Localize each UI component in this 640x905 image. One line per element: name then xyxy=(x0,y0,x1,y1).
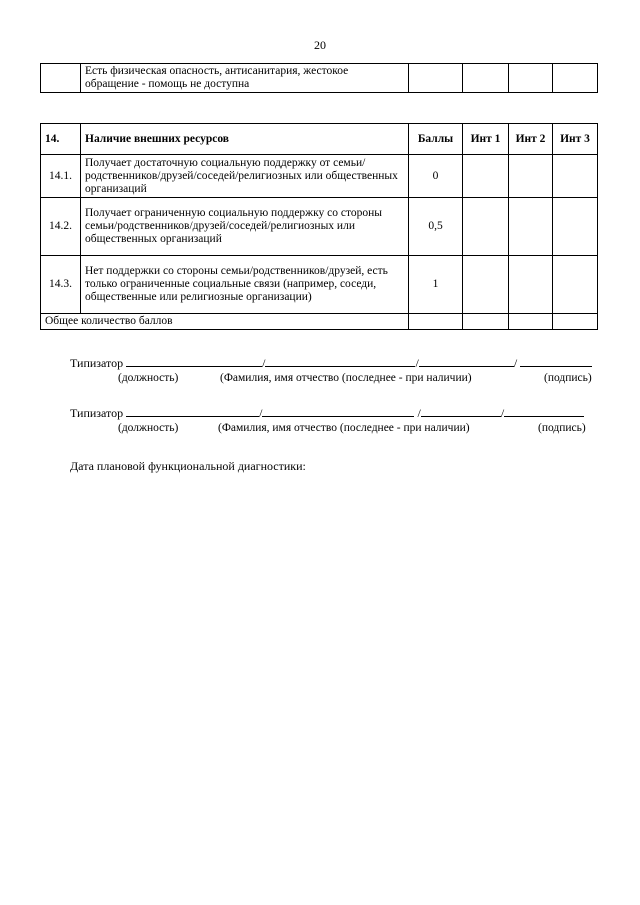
position-field[interactable] xyxy=(126,405,259,417)
int3-cell xyxy=(553,64,598,93)
name-caption: (Фамилия, имя отчество (последнее - при наличии) xyxy=(218,422,470,434)
row-id: 14.1. xyxy=(41,155,81,198)
row-text-cell: Есть физическая опасность, антисанитария, жестокое обращение - помощь не доступна xyxy=(81,64,409,93)
signature-label: Типизатор xyxy=(70,406,124,420)
int1-cell xyxy=(463,256,509,314)
name-field[interactable] xyxy=(265,355,415,367)
int3-cell xyxy=(553,155,598,198)
position-caption: (должность) xyxy=(118,422,179,434)
int2-cell xyxy=(509,64,553,93)
table-header-row xyxy=(41,124,598,155)
table-row xyxy=(41,155,598,198)
sign-caption: (подпись) xyxy=(544,372,592,384)
int3-header: Инт 3 xyxy=(553,124,598,155)
row-id: 14.2. xyxy=(41,198,81,256)
int1-cell xyxy=(463,64,509,93)
score-header: Баллы xyxy=(409,124,463,155)
int3-cell xyxy=(553,256,598,314)
row-text: Получает достаточную социальную поддержку от семьи/родственников/друзей/соседей/религиозных или общественных организаций xyxy=(81,155,409,198)
int1-cell xyxy=(463,155,509,198)
external-resources-table xyxy=(40,123,598,330)
row-score: 0 xyxy=(409,155,463,198)
score-cell xyxy=(409,64,463,93)
row-text: Нет поддержки со стороны семьи/родственников/друзей, есть только ограниченные социальные связи (например, соседи, общественные или религиозные организации) xyxy=(81,256,409,314)
top-continuation-table xyxy=(40,63,598,93)
int3-cell xyxy=(553,314,598,330)
int2-cell xyxy=(509,198,553,256)
total-score-cell xyxy=(409,314,463,330)
position-field[interactable] xyxy=(126,355,262,367)
int1-cell xyxy=(463,198,509,256)
position-caption: (должность) xyxy=(118,372,179,384)
sign-caption: (подпись) xyxy=(538,422,586,434)
int1-cell xyxy=(463,314,509,330)
row-score: 0,5 xyxy=(409,198,463,256)
total-row xyxy=(41,314,598,330)
signature-label: Типизатор xyxy=(70,356,124,370)
name-field[interactable] xyxy=(262,405,414,417)
signature-field[interactable] xyxy=(520,355,592,367)
row-score: 1 xyxy=(409,256,463,314)
int2-header: Инт 2 xyxy=(509,124,553,155)
signature-line-2: Типизатор / / / xyxy=(70,405,584,421)
name-field-ext[interactable] xyxy=(421,405,501,417)
table-row xyxy=(41,198,598,256)
section-number: 14. xyxy=(41,124,81,155)
name-caption: (Фамилия, имя отчество (последнее - при наличии) xyxy=(220,372,472,384)
diagnostics-date-label: Дата плановой функциональной диагностики: xyxy=(70,459,306,473)
row-number-cell xyxy=(41,64,81,93)
table-row xyxy=(41,64,598,93)
name-field-ext[interactable] xyxy=(419,355,514,367)
int2-cell xyxy=(509,256,553,314)
page-number: 20 xyxy=(314,38,326,52)
row-text: Получает ограниченную социальную поддержку со стороны семьи/родственников/друзей/соседей/религиозных или общественных организаций xyxy=(81,198,409,256)
int2-cell xyxy=(509,155,553,198)
table-row xyxy=(41,256,598,314)
int1-header: Инт 1 xyxy=(463,124,509,155)
int2-cell xyxy=(509,314,553,330)
row-id: 14.3. xyxy=(41,256,81,314)
int3-cell xyxy=(553,198,598,256)
signature-line-1: Типизатор / / / xyxy=(70,355,592,371)
section-title: Наличие внешних ресурсов xyxy=(81,124,409,155)
signature-field[interactable] xyxy=(504,405,584,417)
total-label: Общее количество баллов xyxy=(41,314,409,330)
